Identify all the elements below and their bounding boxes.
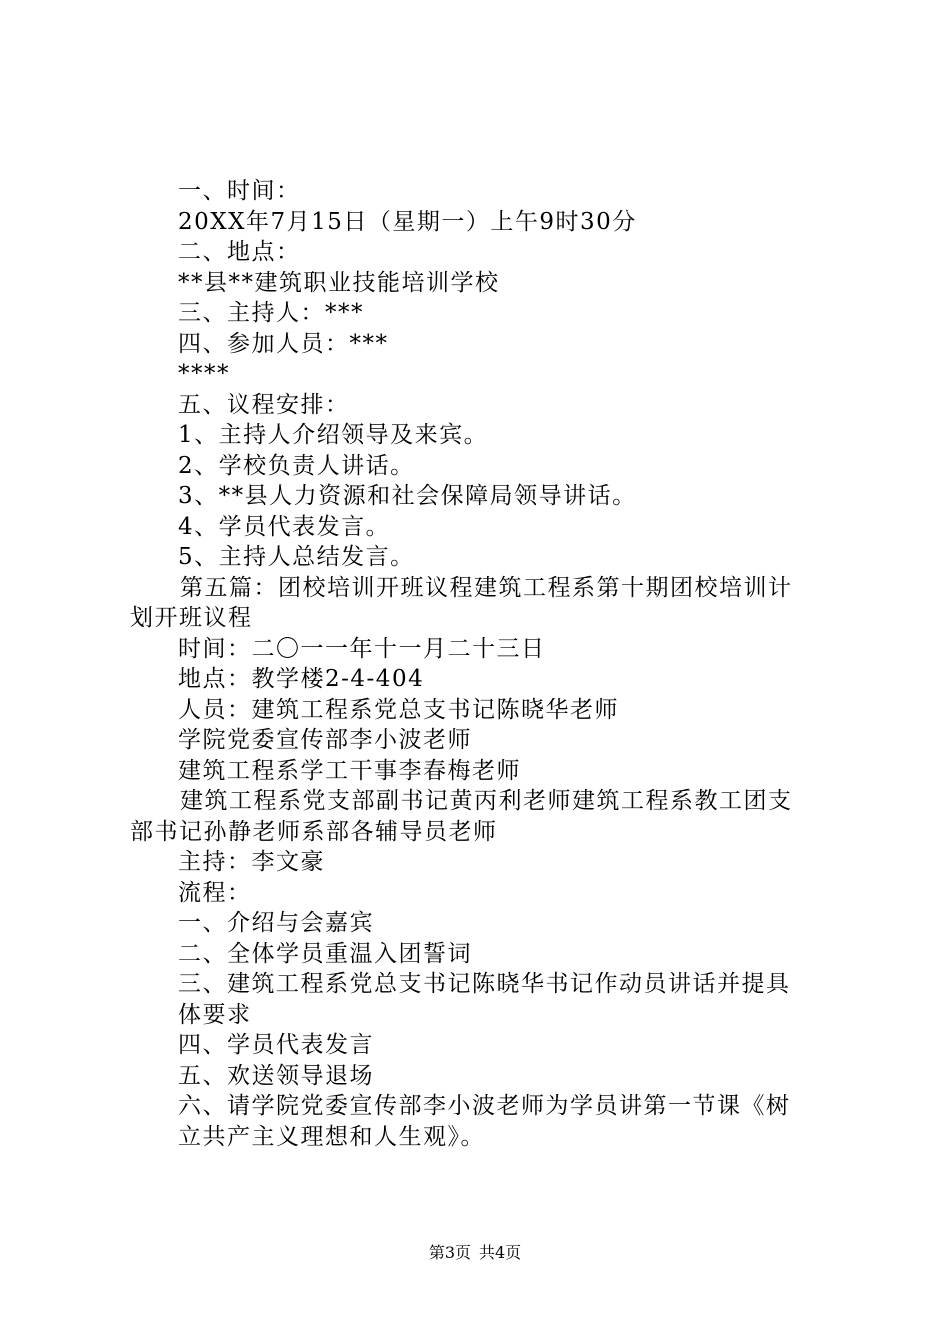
text-line: 2、学校负责人讲话。	[178, 452, 415, 479]
text-line: 六、请学院党委宣传部李小波老师为学员讲第一节课《树	[178, 1093, 791, 1119]
text-line: 五、议程安排：	[178, 391, 350, 418]
text-line: 二、地点：	[178, 239, 301, 265]
text-line: 划开班议程	[130, 605, 253, 631]
text-line: 地点：教学楼2-4-404	[178, 666, 425, 692]
text-line: 1、主持人介绍领导及来宾。	[178, 422, 489, 448]
document-body	[130, 176, 830, 1152]
text-line: 建筑工程系党支部副书记黄丙利老师建筑工程系教工团支	[180, 788, 793, 814]
text-line: 5、主持人总结发言。	[178, 544, 415, 570]
text-line: 4、学员代表发言。	[178, 513, 391, 540]
text-line: 四、参加人员：***	[178, 330, 389, 357]
text-line: 20XX年7月15日（星期一）上午9时30分	[178, 208, 637, 235]
text-line: **县**建筑职业技能培训学校	[178, 269, 500, 296]
text-line: 学院党委宣传部李小波老师	[178, 727, 472, 753]
text-line: 主持：李文豪	[178, 849, 325, 875]
page-number-current: 第3页	[428, 1243, 471, 1262]
text-line: 建筑工程系学工干事李春梅老师	[178, 757, 521, 784]
text-line: 第五篇：团校培训开班议程建筑工程系第十期团校培训计	[180, 574, 793, 601]
text-line: 时间：二〇一一年十一月二十三日	[178, 635, 546, 662]
text-line: 体要求	[178, 1001, 252, 1028]
text-line: ****	[178, 361, 230, 387]
text-line: 一、时间：	[178, 178, 301, 204]
text-line: 流程：	[178, 879, 252, 906]
page-number-total: 共4页	[479, 1243, 522, 1262]
page-footer	[0, 1243, 950, 1263]
text-line: 立共产主义理想和人生观》。	[178, 1123, 485, 1150]
text-line: 四、学员代表发言	[178, 1032, 374, 1058]
text-line: 二、全体学员重温入团誓词	[178, 940, 472, 967]
text-line: 人员：建筑工程系党总支书记陈晓华老师	[178, 696, 619, 723]
text-line: 三、建筑工程系党总支书记陈晓华书记作动员讲话并提具	[178, 971, 791, 997]
text-line: 一、介绍与会嘉宾	[178, 910, 374, 936]
text-line: 3、**县人力资源和社会保障局领导讲话。	[178, 483, 637, 509]
text-line: 五、欢送领导退场	[178, 1062, 374, 1089]
text-line: 部书记孙静老师系部各辅导员老师	[130, 818, 498, 845]
text-line: 三、主持人：***	[178, 300, 364, 326]
